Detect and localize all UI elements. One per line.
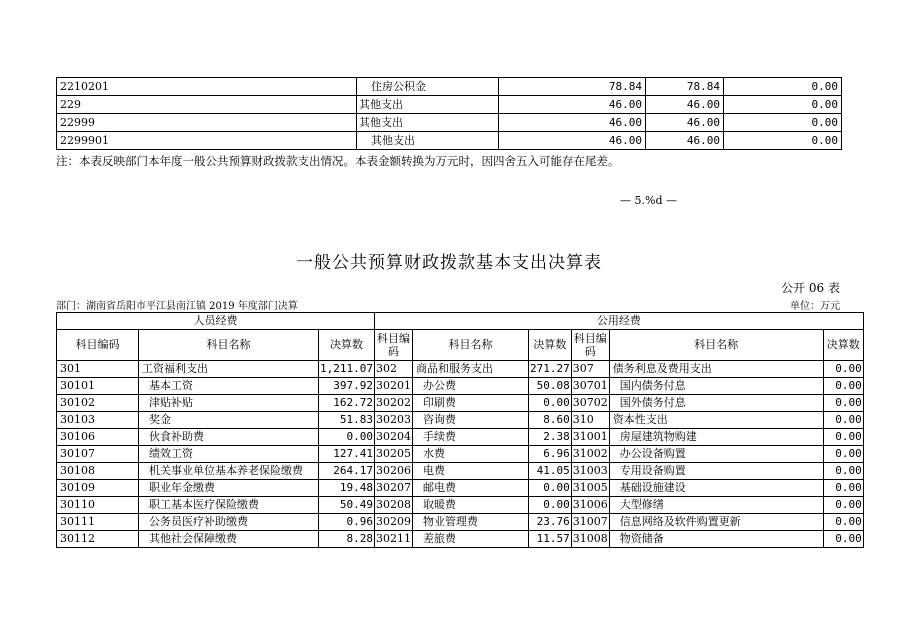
capital-name: 大型修缮 [609,497,823,514]
amount-total: 46.00 [499,96,646,114]
table-row [57,361,864,378]
public-code: 30204 [374,429,412,446]
col-header-amount-3: 决算数 [823,330,863,361]
table-row [57,514,864,531]
table-row [57,480,864,497]
public-name: 水费 [412,446,528,463]
personnel-code: 301 [57,361,139,378]
public-amount: 11.57 [528,531,571,548]
personnel-code: 30106 [57,429,139,446]
personnel-name: 职业年金缴费 [139,480,319,497]
public-code: 30206 [374,463,412,480]
public-code: 30205 [374,446,412,463]
capital-amount: 0.00 [823,361,863,378]
subject-name: 其他支出 [357,132,499,150]
public-name: 邮电费 [412,480,528,497]
public-name: 电费 [412,463,528,480]
expenditure-continuation-table [56,77,842,150]
capital-name: 国外债务付息 [609,395,823,412]
personnel-amount: 127.41 [319,446,375,463]
capital-code: 31002 [571,446,609,463]
capital-amount: 0.00 [823,497,863,514]
group-header-public: 公用经费 [374,313,863,330]
amount-project: 0.00 [724,114,842,132]
col-header-name-3: 科目名称 [609,330,823,361]
capital-amount: 0.00 [823,480,863,497]
personnel-amount: 1,211.07 [319,361,375,378]
personnel-code: 30103 [57,412,139,429]
capital-amount: 0.00 [823,463,863,480]
public-code: 30203 [374,412,412,429]
subject-code: 229 [57,96,357,114]
col-header-name: 科目名称 [139,330,319,361]
amount-project: 0.00 [724,132,842,150]
subject-code: 2210201 [57,78,357,96]
public-amount: 41.05 [528,463,571,480]
capital-name: 信息网络及软件购置更新 [609,514,823,531]
table-row [57,395,864,412]
amount-total: 78.84 [499,78,646,96]
col-header-amount-2: 决算数 [528,330,571,361]
personnel-name: 职工基本医疗保险缴费 [139,497,319,514]
table-row [57,463,864,480]
capital-code: 310 [571,412,609,429]
personnel-amount: 162.72 [319,395,375,412]
col-header-name-2: 科目名称 [412,330,528,361]
amount-project: 0.00 [724,78,842,96]
basic-expenditure-table [56,312,864,548]
personnel-code: 30109 [57,480,139,497]
subject-code: 2299901 [57,132,357,150]
public-name: 物业管理费 [412,514,528,531]
public-amount: 50.08 [528,378,571,395]
capital-name: 债务利息及费用支出 [609,361,823,378]
capital-code: 31008 [571,531,609,548]
table-row [57,378,864,395]
public-name: 印刷费 [412,395,528,412]
personnel-name: 其他社会保障缴费 [139,531,319,548]
capital-code: 31007 [571,514,609,531]
group-header-row [57,313,864,330]
form-code: 公开 06 表 [781,281,840,295]
capital-name: 基础设施建设 [609,480,823,497]
col-header-amount: 决算数 [319,330,375,361]
page-marker: — 5.%d — [620,194,677,207]
capital-name: 资本性支出 [609,412,823,429]
personnel-code: 30108 [57,463,139,480]
public-name: 取暖费 [412,497,528,514]
public-code: 302 [374,361,412,378]
table-row [57,78,842,96]
amount-basic: 46.00 [646,96,724,114]
table-row [57,497,864,514]
amount-basic: 46.00 [646,132,724,150]
table-row [57,114,842,132]
capital-name: 国内债务付息 [609,378,823,395]
amount-total: 46.00 [499,114,646,132]
capital-name: 物资储备 [609,531,823,548]
personnel-amount: 50.49 [319,497,375,514]
capital-amount: 0.00 [823,395,863,412]
capital-name: 专用设备购置 [609,463,823,480]
capital-code: 30701 [571,378,609,395]
public-name: 办公费 [412,378,528,395]
personnel-amount: 397.92 [319,378,375,395]
personnel-amount: 0.00 [319,429,375,446]
personnel-code: 30102 [57,395,139,412]
personnel-name: 工资福利支出 [139,361,319,378]
capital-code: 307 [571,361,609,378]
personnel-code: 30101 [57,378,139,395]
capital-amount: 0.00 [823,531,863,548]
department-label: 部门：湖南省岳阳市平江县南江镇 2019 年度部门决算 [56,301,298,312]
public-amount: 23.76 [528,514,571,531]
personnel-code: 30112 [57,531,139,548]
capital-amount: 0.00 [823,446,863,463]
public-code: 30207 [374,480,412,497]
personnel-name: 伙食补助费 [139,429,319,446]
public-code: 30208 [374,497,412,514]
public-amount: 8.60 [528,412,571,429]
capital-code: 31006 [571,497,609,514]
public-name: 商品和服务支出 [412,361,528,378]
table-row [57,446,864,463]
table-row [57,429,864,446]
capital-code: 31001 [571,429,609,446]
subject-name: 住房公积金 [357,78,499,96]
public-amount: 0.00 [528,395,571,412]
public-code: 30201 [374,378,412,395]
unit-label: 单位：万元 [790,301,840,312]
column-header-row [57,330,864,361]
amount-project: 0.00 [724,96,842,114]
personnel-name: 基本工资 [139,378,319,395]
personnel-code: 30110 [57,497,139,514]
personnel-name: 机关事业单位基本养老保险缴费 [139,463,319,480]
amount-basic: 78.84 [646,78,724,96]
public-code: 30209 [374,514,412,531]
personnel-amount: 0.96 [319,514,375,531]
personnel-name: 奖金 [139,412,319,429]
personnel-amount: 8.28 [319,531,375,548]
amount-basic: 46.00 [646,114,724,132]
group-header-personnel: 人员经费 [57,313,375,330]
public-amount: 6.96 [528,446,571,463]
personnel-amount: 19.48 [319,480,375,497]
table-row [57,531,864,548]
table-row [57,96,842,114]
public-code: 30202 [374,395,412,412]
col-header-code-2: 科目编码 [374,330,412,361]
capital-code: 31003 [571,463,609,480]
capital-amount: 0.00 [823,378,863,395]
page-title: 一般公共预算财政拨款基本支出决算表 [296,253,602,273]
capital-code: 30702 [571,395,609,412]
public-name: 咨询费 [412,412,528,429]
public-amount: 271.27 [528,361,571,378]
personnel-name: 绩效工资 [139,446,319,463]
public-amount: 0.00 [528,480,571,497]
personnel-amount: 51.83 [319,412,375,429]
public-amount: 2.38 [528,429,571,446]
personnel-amount: 264.17 [319,463,375,480]
public-name: 差旅费 [412,531,528,548]
amount-total: 46.00 [499,132,646,150]
capital-code: 31005 [571,480,609,497]
capital-amount: 0.00 [823,412,863,429]
personnel-name: 津贴补贴 [139,395,319,412]
col-header-code: 科目编码 [57,330,139,361]
capital-amount: 0.00 [823,429,863,446]
subject-name: 其他支出 [357,96,499,114]
public-code: 30211 [374,531,412,548]
personnel-code: 30107 [57,446,139,463]
subject-code: 22999 [57,114,357,132]
public-amount: 0.00 [528,497,571,514]
capital-amount: 0.00 [823,514,863,531]
capital-name: 房屋建筑物购建 [609,429,823,446]
subject-name: 其他支出 [357,114,499,132]
public-name: 手续费 [412,429,528,446]
personnel-name: 公务员医疗补助缴费 [139,514,319,531]
personnel-code: 30111 [57,514,139,531]
table-row [57,132,842,150]
col-header-code-3: 科目编码 [571,330,609,361]
table-note: 注：本表反映部门本年度一般公共预算财政拨款支出情况。本表金额转换为万元时，因四舍五入可能存在尾差。 [56,154,620,168]
capital-name: 办公设备购置 [609,446,823,463]
table-row [57,412,864,429]
